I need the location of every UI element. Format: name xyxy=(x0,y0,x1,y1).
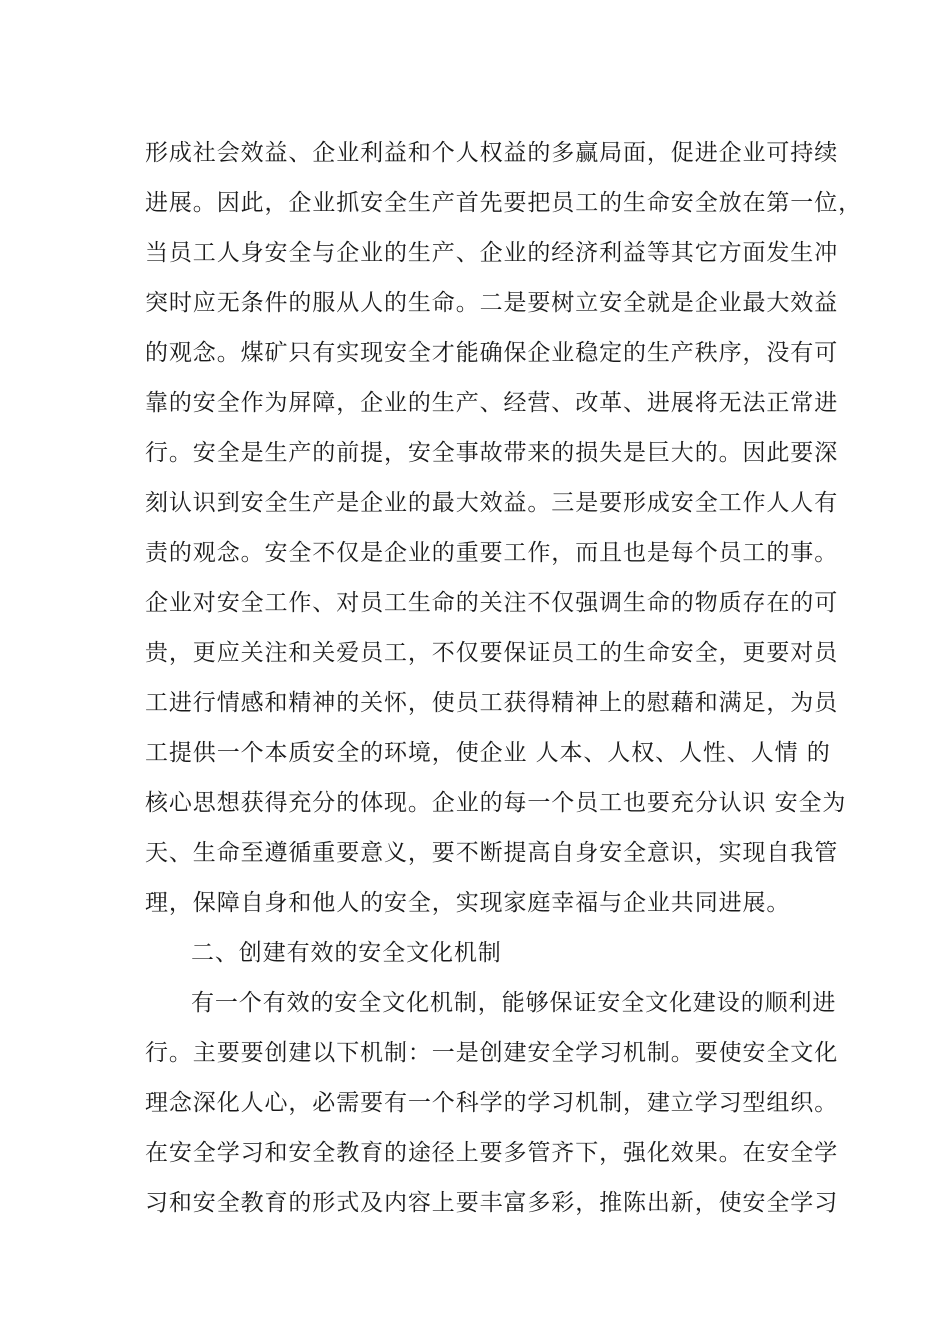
text-line: 核心思想获得充分的体现。企业的每一个员工也要充分认识 安全为 xyxy=(145,790,847,816)
text-line: 形成社会效益、企业利益和个人权益的多赢局面，促进企业可持续 xyxy=(145,140,839,166)
text-line: 贵，更应关注和关爱员工，不仅要保证员工的生命安全，更要对员 xyxy=(145,640,839,666)
text-line: 在安全学习和安全教育的途径上要多管齐下，强化效果。在安全学 xyxy=(145,1140,839,1166)
text-line: 突时应无条件的服从人的生命。二是要树立安全就是企业最大效益 xyxy=(145,290,839,316)
text-line: 行。主要要创建以下机制：一是创建安全学习机制。要使安全文化 xyxy=(145,1040,839,1066)
section-heading: 二、创建有效的安全文化机制 xyxy=(191,940,502,966)
text-line: 责的观念。安全不仅是企业的重要工作，而且也是每个员工的事。 xyxy=(145,540,839,566)
text-line: 工进行情感和精神的关怀，使员工获得精神上的慰藉和满足，为员 xyxy=(145,690,839,716)
text-line: 习和安全教育的形式及内容上要丰富多彩，推陈出新，使安全学习 xyxy=(145,1190,839,1216)
text-line: 理念深化人心，必需要有一个科学的学习机制，建立学习型组织。 xyxy=(145,1090,839,1116)
text-line: 刻认识到安全生产是企业的最大效益。三是要形成安全工作人人有 xyxy=(145,490,839,516)
text-line: 靠的安全作为屏障，企业的生产、经营、改革、进展将无法正常进 xyxy=(145,390,839,416)
text-line: 行。安全是生产的前提，安全事故带来的损失是巨大的。因此要深 xyxy=(145,440,839,466)
text-line: 企业对安全工作、对员工生命的关注不仅强调生命的物质存在的可 xyxy=(145,590,839,616)
text-line: 的观念。煤矿只有实现安全才能确保企业稳定的生产秩序，没有可 xyxy=(145,340,839,366)
text-line: 当员工人身安全与企业的生产、企业的经济利益等其它方面发生冲 xyxy=(145,240,839,266)
text-line: 有一个有效的安全文化机制，能够保证安全文化建设的顺利进 xyxy=(191,990,837,1016)
body-text xyxy=(145,128,862,1228)
text-line: 进展。因此，企业抓安全生产首先要把员工的生命安全放在第一位， xyxy=(145,190,862,216)
text-line: 天、生命至遵循重要意义，要不断提高自身安全意识，实现自我管 xyxy=(145,840,839,866)
text-line: 理，保障自身和他人的安全，实现家庭幸福与企业共同进展。 xyxy=(145,890,791,916)
text-line: 工提供一个本质安全的环境，使企业 人本、人权、人性、人情 的 xyxy=(145,740,831,766)
